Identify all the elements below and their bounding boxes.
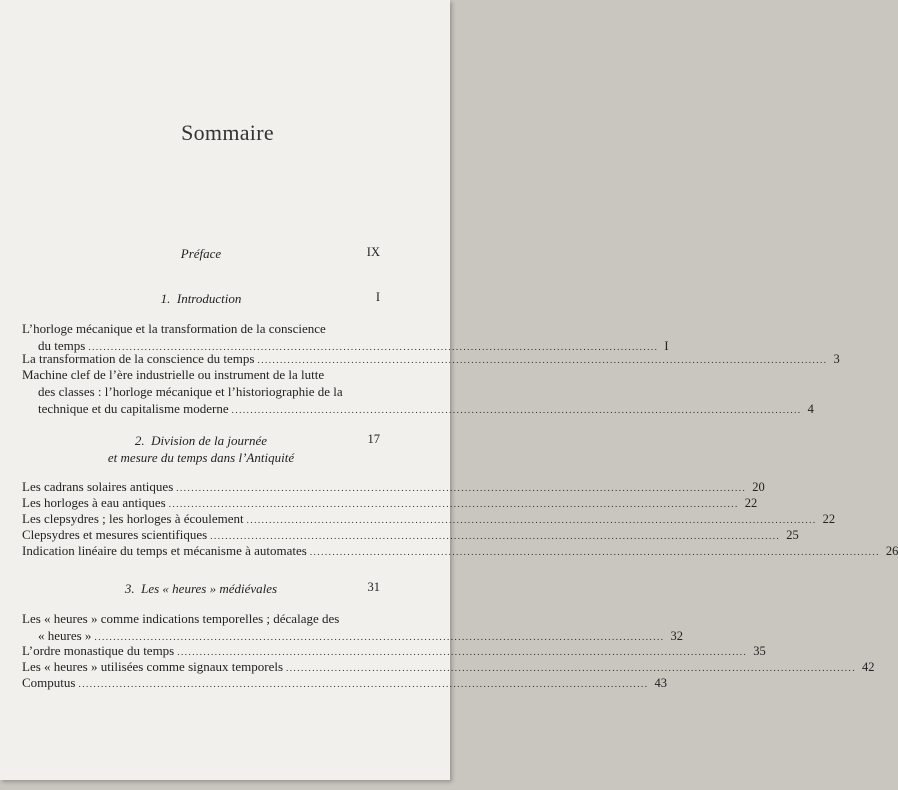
entry-text: L’ordre monastique du temps: [22, 643, 175, 658]
entry-page: 4: [807, 402, 814, 416]
toc-entry: [22, 674, 667, 693]
chapter-title: Division de la journée: [151, 433, 268, 448]
chapter-page: 31: [367, 580, 380, 594]
entry-text-line: Machine clef de l’ère industrielle ou instrument de la lutte: [22, 367, 325, 382]
entry-text-line: technique et du capitalisme moderne: [38, 401, 229, 416]
entry-text-line: Les « heures » comme indications temporelles ; décalage des: [22, 611, 340, 626]
dot-leader: ........................................................................................................................................................: [78, 679, 649, 689]
dot-leader: ........................................................................................................................................................: [231, 405, 802, 415]
entry-text: Les cadrans solaires antiques: [22, 479, 174, 494]
chapter-page: 17: [367, 432, 380, 446]
dot-leader: ........................................................................................................................................................: [246, 515, 817, 525]
entry-text-line: « heures »: [38, 628, 92, 643]
toc-entry: [22, 610, 683, 646]
dot-leader: ........................................................................................................................................................: [177, 647, 748, 657]
entry-text: Computus: [22, 675, 76, 690]
preface-page: IX: [366, 245, 380, 259]
dot-leader: ........................................................................................................................................................: [257, 355, 828, 365]
preface-label: Préface: [180, 246, 222, 261]
dot-leader: ........................................................................................................................................................: [309, 547, 880, 557]
chapter-1-heading: [22, 290, 380, 307]
chapter-title: Les « heures » médiévales: [141, 581, 278, 596]
preface-heading: [22, 245, 380, 262]
entry-text: Les horloges à eau antiques: [22, 495, 166, 510]
chapter-title-line2: et mesure du temps dans l’Antiquité: [107, 450, 295, 465]
chapter-page: I: [375, 290, 380, 304]
chapter-number: 1.: [160, 291, 171, 306]
entry-text: Clepsydres et mesures scientifiques: [22, 527, 208, 542]
entry-text: La transformation de la conscience du temps: [22, 351, 255, 366]
dot-leader: ........................................................................................................................................................: [210, 531, 781, 541]
entry-text: Indication linéaire du temps et mécanisme à automates: [22, 543, 307, 558]
chapter-title: Introduction: [176, 291, 242, 306]
chapter-number: 2.: [134, 433, 145, 448]
entry-page: 22: [822, 512, 836, 526]
entry-page: 32: [670, 629, 683, 643]
entry-page: 25: [786, 528, 799, 542]
entry-text: Les clepsydres ; les horloges à écoulement: [22, 511, 244, 526]
dot-leader: ........................................................................................................................................................: [176, 483, 747, 493]
entry-page: 3: [833, 352, 840, 366]
entry-text-line: des classes : l’horloge mécanique et l’historiographie de la: [38, 384, 343, 399]
entry-text-line: L’horloge mécanique et la transformation de la conscience: [22, 321, 326, 336]
toc-entry: [22, 542, 898, 561]
entry-text-line: du temps: [38, 338, 86, 353]
dot-leader: ........................................................................................................................................................: [94, 632, 665, 642]
page-title: Sommaire: [181, 120, 274, 145]
chapter-3-heading: [22, 580, 380, 597]
entry-page: 35: [753, 644, 766, 658]
entry-page: I: [664, 339, 669, 353]
entry-page: 22: [744, 496, 758, 510]
chapter-number: 3.: [124, 581, 135, 596]
dot-leader: ........................................................................................................................................................: [168, 499, 739, 509]
entry-text: Les « heures » utilisées comme signaux temporels: [22, 659, 284, 674]
dot-leader: ........................................................................................................................................................: [286, 663, 857, 673]
entry-page: 20: [752, 480, 765, 494]
dot-leader: ........................................................................................................................................................: [88, 342, 659, 352]
entry-page: 43: [654, 676, 667, 690]
chapter-2-heading: [22, 432, 380, 466]
toc-entry: [22, 366, 814, 419]
entry-page: 42: [862, 660, 875, 674]
entry-page: 26: [885, 544, 898, 558]
